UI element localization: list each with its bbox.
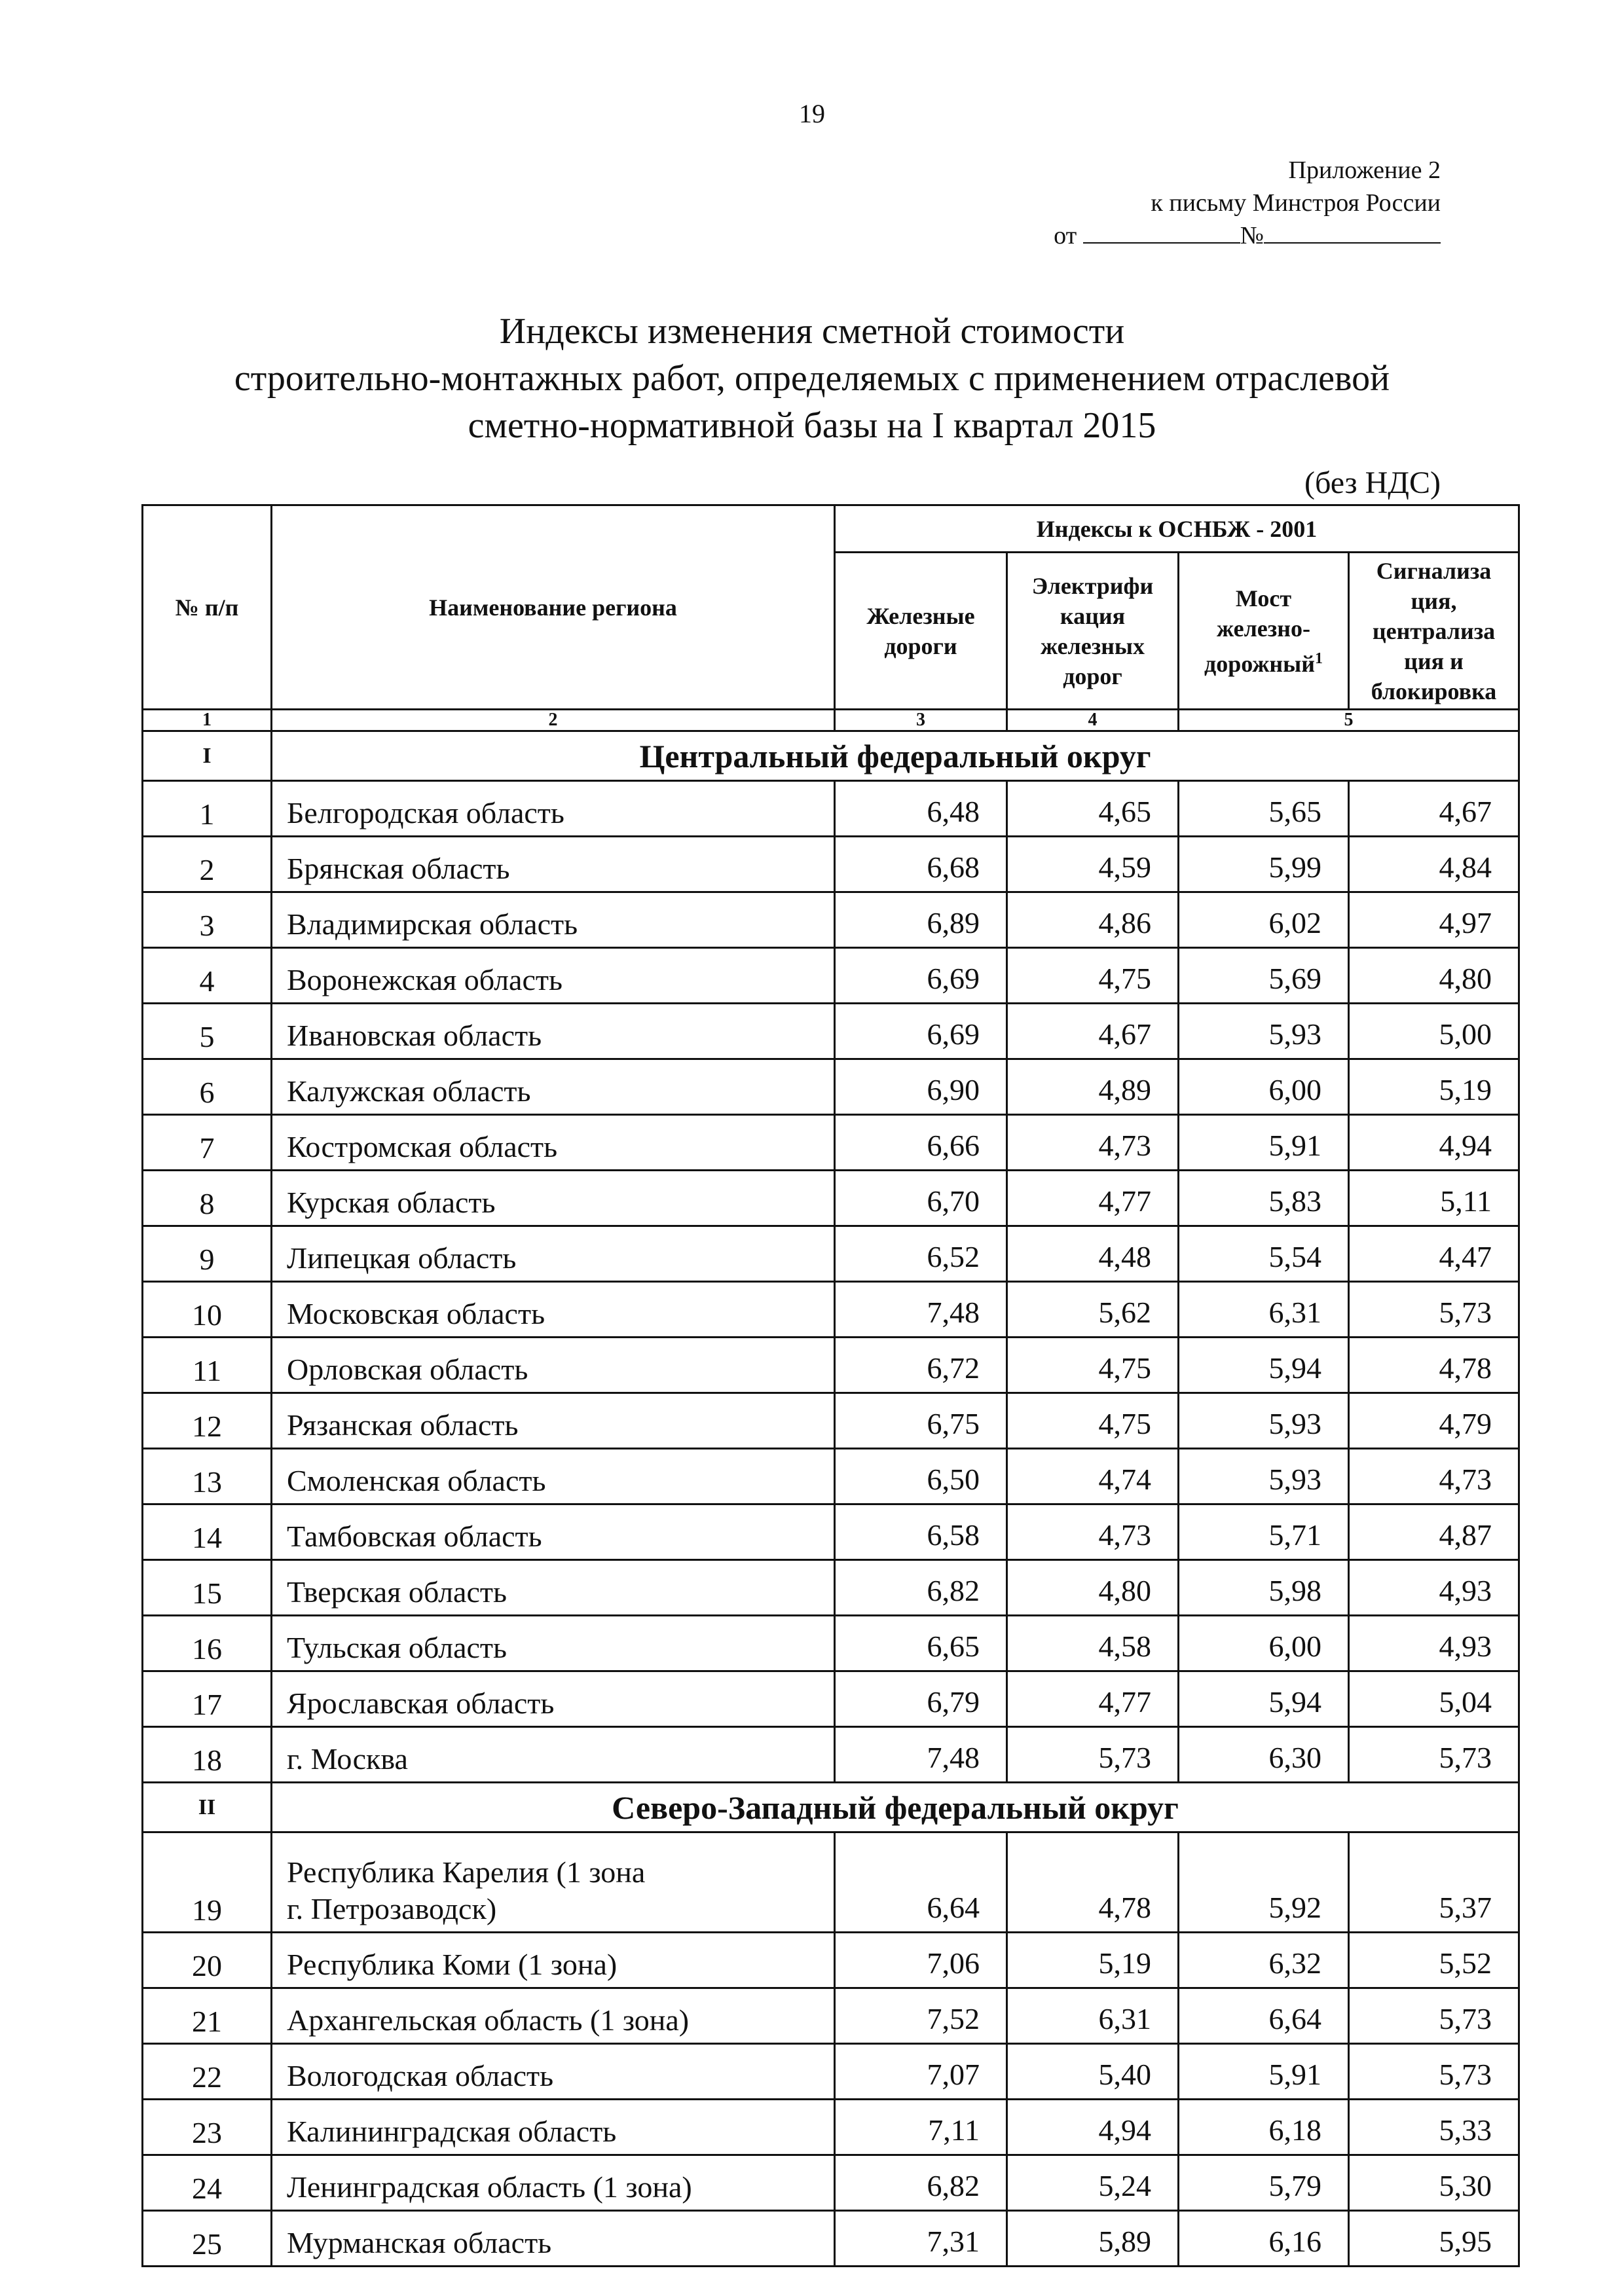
header-index-group: Индексы к ОСНБЖ - 2001 bbox=[835, 505, 1519, 553]
row-number: 12 bbox=[143, 1393, 272, 1449]
header-num: № п/п bbox=[143, 505, 272, 710]
region-name: Липецкая область bbox=[272, 1226, 835, 1282]
column-number: 2 bbox=[272, 710, 835, 731]
from-label: от bbox=[1054, 222, 1077, 249]
region-name-line-2: г. Петрозаводск) bbox=[287, 1892, 497, 1925]
railways-index: 6,70 bbox=[835, 1171, 1007, 1226]
electrification-index: 5,73 bbox=[1007, 1727, 1179, 1783]
row-number: 23 bbox=[143, 2100, 272, 2155]
electrification-index: 4,80 bbox=[1007, 1560, 1179, 1616]
bridge-index: 6,64 bbox=[1179, 1988, 1349, 2044]
electrification-index: 4,48 bbox=[1007, 1226, 1179, 1282]
bridge-index: 5,91 bbox=[1179, 1115, 1349, 1171]
title-line-1: Индексы изменения сметной стоимости bbox=[499, 311, 1125, 352]
signaling-index: 4,79 bbox=[1349, 1393, 1519, 1449]
table-row bbox=[143, 1171, 1519, 1226]
railways-index: 6,66 bbox=[835, 1115, 1007, 1171]
electrification-index: 4,65 bbox=[1007, 781, 1179, 837]
electrification-index: 4,59 bbox=[1007, 837, 1179, 892]
signaling-index: 5,37 bbox=[1349, 1832, 1519, 1933]
header-bridge-1: Мост bbox=[1235, 585, 1292, 611]
table-row bbox=[143, 948, 1519, 1004]
row-number: 7 bbox=[143, 1115, 272, 1171]
region-name: Калужская область bbox=[272, 1059, 835, 1115]
signaling-index: 5,11 bbox=[1349, 1171, 1519, 1226]
section-row bbox=[143, 1783, 1519, 1832]
signaling-index: 4,84 bbox=[1349, 837, 1519, 892]
number-blank bbox=[1264, 220, 1441, 244]
header-bridge-footnote: 1 bbox=[1315, 649, 1323, 667]
header-electrification-3: железных bbox=[1040, 632, 1145, 659]
table-row bbox=[143, 2211, 1519, 2267]
bridge-index: 5,93 bbox=[1179, 1004, 1349, 1059]
section-name: Центральный федеральный округ bbox=[272, 731, 1519, 781]
column-number: 4 bbox=[1007, 710, 1179, 731]
date-blank bbox=[1083, 220, 1240, 244]
railways-index: 6,89 bbox=[835, 892, 1007, 948]
page-number: 19 bbox=[799, 99, 825, 128]
railways-index: 7,06 bbox=[835, 1933, 1007, 1988]
region-name: Костромская область bbox=[272, 1115, 835, 1171]
signaling-index: 5,95 bbox=[1349, 2211, 1519, 2267]
row-number: 6 bbox=[143, 1059, 272, 1115]
header-signaling-5: блокировка bbox=[1371, 678, 1497, 704]
signaling-index: 5,73 bbox=[1349, 1988, 1519, 2044]
railways-index: 6,58 bbox=[835, 1504, 1007, 1560]
electrification-index: 4,75 bbox=[1007, 1393, 1179, 1449]
railways-index: 6,72 bbox=[835, 1338, 1007, 1393]
bridge-index: 5,98 bbox=[1179, 1560, 1349, 1616]
region-name-line-1: Республика Карелия (1 зона bbox=[287, 1855, 646, 1889]
region-name: Белгородская область bbox=[272, 781, 835, 837]
electrification-index: 4,78 bbox=[1007, 1832, 1179, 1933]
header-signaling-3: централиза bbox=[1372, 617, 1496, 644]
bridge-index: 6,00 bbox=[1179, 1616, 1349, 1671]
railways-index: 6,48 bbox=[835, 781, 1007, 837]
signaling-index: 4,87 bbox=[1349, 1504, 1519, 1560]
electrification-index: 4,75 bbox=[1007, 948, 1179, 1004]
attachment-date-number bbox=[851, 219, 1441, 252]
region-name: Ленинградская область (1 зона) bbox=[272, 2155, 835, 2211]
row-number: 15 bbox=[143, 1560, 272, 1616]
table-row bbox=[143, 1671, 1519, 1727]
header-signaling-1: Сигнализа bbox=[1376, 557, 1492, 584]
bridge-index: 5,69 bbox=[1179, 948, 1349, 1004]
railways-index: 7,31 bbox=[835, 2211, 1007, 2267]
section-roman: I bbox=[143, 731, 272, 781]
signaling-index: 4,80 bbox=[1349, 948, 1519, 1004]
region-name: Архангельская область (1 зона) bbox=[272, 1988, 835, 2044]
header-bridge-2: железно- bbox=[1217, 615, 1310, 642]
row-number: 18 bbox=[143, 1727, 272, 1783]
railways-index: 6,68 bbox=[835, 837, 1007, 892]
header-electrification-2: кация bbox=[1060, 602, 1126, 629]
header-bridge bbox=[1179, 553, 1349, 710]
table-row bbox=[143, 1504, 1519, 1560]
column-number: 5 bbox=[1179, 710, 1519, 731]
vat-note: (без НДС) bbox=[1304, 465, 1441, 500]
number-label: № bbox=[1240, 222, 1264, 249]
region-name: Курская область bbox=[272, 1171, 835, 1226]
header-railways bbox=[835, 553, 1007, 710]
electrification-index: 4,73 bbox=[1007, 1504, 1179, 1560]
bridge-index: 5,93 bbox=[1179, 1449, 1349, 1504]
region-name: Ивановская область bbox=[272, 1004, 835, 1059]
region-name: Вологодская область bbox=[272, 2044, 835, 2100]
electrification-index: 4,94 bbox=[1007, 2100, 1179, 2155]
table-row bbox=[143, 1338, 1519, 1393]
header-signaling-2: ция, bbox=[1411, 587, 1457, 614]
row-number: 20 bbox=[143, 1933, 272, 1988]
bridge-index: 5,83 bbox=[1179, 1171, 1349, 1226]
region-name: Воронежская область bbox=[272, 948, 835, 1004]
electrification-index: 4,89 bbox=[1007, 1059, 1179, 1115]
header-region: Наименование региона bbox=[272, 505, 835, 710]
electrification-index: 5,40 bbox=[1007, 2044, 1179, 2100]
row-number: 25 bbox=[143, 2211, 272, 2267]
region-name: Тамбовская область bbox=[272, 1504, 835, 1560]
row-number: 5 bbox=[143, 1004, 272, 1059]
header-electrification-4: дорог bbox=[1063, 663, 1122, 689]
bridge-index: 5,79 bbox=[1179, 2155, 1349, 2211]
header-bridge-3: дорожный bbox=[1204, 650, 1316, 677]
bridge-index: 5,92 bbox=[1179, 1832, 1349, 1933]
table-row bbox=[143, 1282, 1519, 1338]
electrification-index: 4,77 bbox=[1007, 1671, 1179, 1727]
railways-index: 6,75 bbox=[835, 1393, 1007, 1449]
bridge-index: 5,93 bbox=[1179, 1393, 1349, 1449]
bridge-index: 6,32 bbox=[1179, 1933, 1349, 1988]
table-row bbox=[143, 1616, 1519, 1671]
region-name: Брянская область bbox=[272, 837, 835, 892]
attachment-label: Приложение 2 bbox=[1288, 156, 1441, 184]
signaling-index: 5,52 bbox=[1349, 1933, 1519, 1988]
table-row bbox=[143, 1059, 1519, 1115]
index-table bbox=[141, 504, 1520, 2267]
region-name: Смоленская область bbox=[272, 1449, 835, 1504]
attachment-block bbox=[851, 154, 1441, 252]
row-number: 16 bbox=[143, 1616, 272, 1671]
bridge-index: 5,65 bbox=[1179, 781, 1349, 837]
header-signaling bbox=[1349, 553, 1519, 710]
region-name: Рязанская область bbox=[272, 1393, 835, 1449]
title-line-3: сметно-нормативной базы на I квартал 2015 bbox=[468, 405, 1156, 446]
signaling-index: 5,04 bbox=[1349, 1671, 1519, 1727]
row-number: 21 bbox=[143, 1988, 272, 2044]
signaling-index: 4,93 bbox=[1349, 1560, 1519, 1616]
row-number: 14 bbox=[143, 1504, 272, 1560]
signaling-index: 5,30 bbox=[1349, 2155, 1519, 2211]
row-number: 22 bbox=[143, 2044, 272, 2100]
row-number: 8 bbox=[143, 1171, 272, 1226]
bridge-index: 5,94 bbox=[1179, 1671, 1349, 1727]
region-name: г. Москва bbox=[272, 1727, 835, 1783]
railways-index: 6,64 bbox=[835, 1832, 1007, 1933]
table-row bbox=[143, 1727, 1519, 1783]
signaling-index: 5,33 bbox=[1349, 2100, 1519, 2155]
electrification-index: 5,89 bbox=[1007, 2211, 1179, 2267]
bridge-index: 6,18 bbox=[1179, 2100, 1349, 2155]
railways-index: 7,52 bbox=[835, 1988, 1007, 2044]
table-row bbox=[143, 1226, 1519, 1282]
railways-index: 6,50 bbox=[835, 1449, 1007, 1504]
row-number: 17 bbox=[143, 1671, 272, 1727]
row-number: 3 bbox=[143, 892, 272, 948]
railways-index: 7,48 bbox=[835, 1282, 1007, 1338]
row-number: 11 bbox=[143, 1338, 272, 1393]
region-name: Республика Коми (1 зона) bbox=[272, 1933, 835, 1988]
railways-index: 6,82 bbox=[835, 2155, 1007, 2211]
table-row bbox=[143, 837, 1519, 892]
railways-index: 7,11 bbox=[835, 2100, 1007, 2155]
electrification-index: 4,77 bbox=[1007, 1171, 1179, 1226]
region-name: Мурманская область bbox=[272, 2211, 835, 2267]
table-row bbox=[143, 1933, 1519, 1988]
column-number: 3 bbox=[835, 710, 1007, 731]
table-row bbox=[143, 781, 1519, 837]
electrification-index: 4,58 bbox=[1007, 1616, 1179, 1671]
row-number: 10 bbox=[143, 1282, 272, 1338]
section-roman: II bbox=[143, 1783, 272, 1832]
railways-index: 6,52 bbox=[835, 1226, 1007, 1282]
signaling-index: 4,73 bbox=[1349, 1449, 1519, 1504]
region-name: Калининградская область bbox=[272, 2100, 835, 2155]
region-name: Московская область bbox=[272, 1282, 835, 1338]
railways-index: 6,69 bbox=[835, 1004, 1007, 1059]
title-line-2: строительно-монтажных работ, определяемых с применением отраслевой bbox=[234, 358, 1390, 399]
bridge-index: 5,54 bbox=[1179, 1226, 1349, 1282]
signaling-index: 4,97 bbox=[1349, 892, 1519, 948]
region-name: Тульская область bbox=[272, 1616, 835, 1671]
electrification-index: 4,75 bbox=[1007, 1338, 1179, 1393]
row-number: 4 bbox=[143, 948, 272, 1004]
bridge-index: 6,31 bbox=[1179, 1282, 1349, 1338]
table-row bbox=[143, 1393, 1519, 1449]
electrification-index: 4,74 bbox=[1007, 1449, 1179, 1504]
header-electrification bbox=[1007, 553, 1179, 710]
railways-index: 7,07 bbox=[835, 2044, 1007, 2100]
table-row bbox=[143, 2155, 1519, 2211]
table-row bbox=[143, 2044, 1519, 2100]
electrification-index: 5,62 bbox=[1007, 1282, 1179, 1338]
railways-index: 6,69 bbox=[835, 948, 1007, 1004]
bridge-index: 6,30 bbox=[1179, 1727, 1349, 1783]
signaling-index: 5,19 bbox=[1349, 1059, 1519, 1115]
row-number: 9 bbox=[143, 1226, 272, 1282]
attachment-letter-ref: к письму Минстроя России bbox=[1151, 189, 1441, 217]
region-name: Тверская область bbox=[272, 1560, 835, 1616]
railways-index: 6,65 bbox=[835, 1616, 1007, 1671]
signaling-index: 4,94 bbox=[1349, 1115, 1519, 1171]
table-row bbox=[143, 1832, 1519, 1933]
signaling-index: 4,47 bbox=[1349, 1226, 1519, 1282]
row-number: 1 bbox=[143, 781, 272, 837]
region-name: Ярославская область bbox=[272, 1671, 835, 1727]
bridge-index: 6,02 bbox=[1179, 892, 1349, 948]
row-number: 2 bbox=[143, 837, 272, 892]
signaling-index: 5,73 bbox=[1349, 1282, 1519, 1338]
bridge-index: 5,91 bbox=[1179, 2044, 1349, 2100]
region-name bbox=[272, 1832, 835, 1933]
header-signaling-4: ция и bbox=[1404, 647, 1464, 674]
signaling-index: 5,73 bbox=[1349, 2044, 1519, 2100]
row-number: 19 bbox=[143, 1832, 272, 1933]
electrification-index: 4,86 bbox=[1007, 892, 1179, 948]
header-electrification-1: Электрифи bbox=[1031, 572, 1154, 599]
railways-index: 6,82 bbox=[835, 1560, 1007, 1616]
bridge-index: 6,00 bbox=[1179, 1059, 1349, 1115]
row-number: 24 bbox=[143, 2155, 272, 2211]
signaling-index: 4,93 bbox=[1349, 1616, 1519, 1671]
document-title bbox=[0, 308, 1624, 449]
bridge-index: 6,16 bbox=[1179, 2211, 1349, 2267]
table-row bbox=[143, 1449, 1519, 1504]
railways-index: 6,79 bbox=[835, 1671, 1007, 1727]
section-row bbox=[143, 731, 1519, 781]
electrification-index: 5,19 bbox=[1007, 1933, 1179, 1988]
table-row bbox=[143, 892, 1519, 948]
electrification-index: 4,67 bbox=[1007, 1004, 1179, 1059]
bridge-index: 5,71 bbox=[1179, 1504, 1349, 1560]
table-row bbox=[143, 1004, 1519, 1059]
row-number: 13 bbox=[143, 1449, 272, 1504]
signaling-index: 4,67 bbox=[1349, 781, 1519, 837]
signaling-index: 5,73 bbox=[1349, 1727, 1519, 1783]
railways-index: 7,48 bbox=[835, 1727, 1007, 1783]
table-row bbox=[143, 1115, 1519, 1171]
electrification-index: 5,24 bbox=[1007, 2155, 1179, 2211]
column-number: 1 bbox=[143, 710, 272, 731]
table-row bbox=[143, 2100, 1519, 2155]
region-name: Владимирская область bbox=[272, 892, 835, 948]
signaling-index: 5,00 bbox=[1349, 1004, 1519, 1059]
signaling-index: 4,78 bbox=[1349, 1338, 1519, 1393]
header-railways-label: Железные дороги bbox=[866, 602, 975, 659]
bridge-index: 5,99 bbox=[1179, 837, 1349, 892]
railways-index: 6,90 bbox=[835, 1059, 1007, 1115]
region-name: Орловская область bbox=[272, 1338, 835, 1393]
table-row bbox=[143, 1988, 1519, 2044]
section-name: Северо-Западный федеральный округ bbox=[272, 1783, 1519, 1832]
electrification-index: 6,31 bbox=[1007, 1988, 1179, 2044]
table-row bbox=[143, 1560, 1519, 1616]
electrification-index: 4,73 bbox=[1007, 1115, 1179, 1171]
bridge-index: 5,94 bbox=[1179, 1338, 1349, 1393]
